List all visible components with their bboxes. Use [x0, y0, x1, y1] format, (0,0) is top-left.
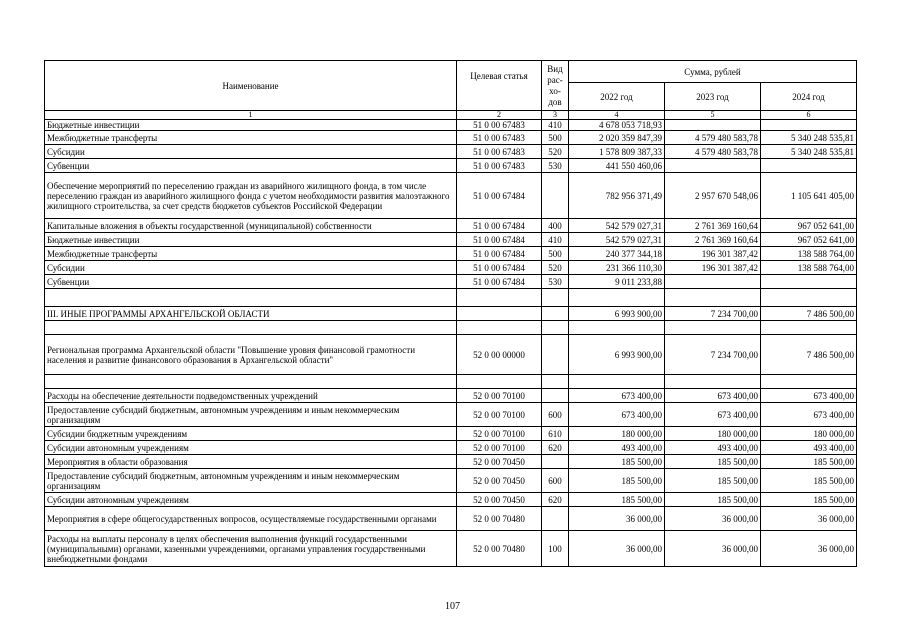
row-amount-2022: 2 020 359 847,39	[569, 131, 665, 145]
row-target-article: 52 0 00 70100	[457, 441, 542, 455]
row-amount-2022	[569, 289, 665, 307]
row-amount-2022: 542 579 027,31	[569, 233, 665, 247]
table-row	[45, 289, 857, 307]
row-amount-2023: 7 234 700,00	[665, 307, 761, 321]
col-header-target: Целевая статья	[457, 61, 542, 111]
col-number-3: 3	[542, 111, 569, 120]
row-expense-type: 500	[542, 247, 569, 261]
row-target-article: 51 0 00 67484	[457, 261, 542, 275]
table-row	[45, 275, 857, 289]
budget-table	[44, 60, 857, 567]
row-amount-2024	[761, 375, 857, 389]
row-amount-2023: 493 400,00	[665, 441, 761, 455]
row-amount-2024: 185 500,00	[761, 493, 857, 507]
row-name: Бюджетные инвестиции	[45, 120, 457, 131]
row-target-article: 52 0 00 70100	[457, 427, 542, 441]
row-amount-2023: 196 301 387,42	[665, 261, 761, 275]
row-expense-type: 620	[542, 493, 569, 507]
table-row	[45, 389, 857, 403]
table-row	[45, 159, 857, 173]
row-expense-type: 530	[542, 275, 569, 289]
table-row	[45, 375, 857, 389]
table-row	[45, 219, 857, 233]
row-amount-2024: 673 400,00	[761, 403, 857, 427]
row-expense-type	[542, 321, 569, 335]
row-target-article: 52 0 00 00000	[457, 335, 542, 375]
row-target-article: 52 0 00 70480	[457, 531, 542, 567]
row-target-article	[457, 289, 542, 307]
table-row	[45, 469, 857, 493]
col-header-2023: 2023 год	[665, 83, 761, 111]
row-amount-2022	[569, 375, 665, 389]
row-amount-2022: 36 000,00	[569, 507, 665, 531]
row-amount-2023	[665, 375, 761, 389]
row-amount-2023	[665, 159, 761, 173]
row-amount-2024: 138 588 764,00	[761, 247, 857, 261]
table-row	[45, 455, 857, 469]
col-header-sum: Сумма, рублей	[569, 61, 857, 83]
row-amount-2024: 967 052 641,00	[761, 219, 857, 233]
row-target-article: 51 0 00 67484	[457, 173, 542, 219]
row-amount-2023: 2 761 369 160,64	[665, 233, 761, 247]
row-target-article: 52 0 00 70450	[457, 455, 542, 469]
table-row	[45, 247, 857, 261]
header-numbers-row	[45, 111, 857, 120]
row-expense-type	[542, 507, 569, 531]
row-target-article: 51 0 00 67484	[457, 247, 542, 261]
row-expense-type	[542, 455, 569, 469]
row-amount-2024: 967 052 641,00	[761, 233, 857, 247]
row-amount-2022: 542 579 027,31	[569, 219, 665, 233]
row-amount-2024: 7 486 500,00	[761, 307, 857, 321]
row-amount-2022: 185 500,00	[569, 469, 665, 493]
row-name: Предоставление субсидий бюджетным, автономным учреждениям и иным некоммерческим организациям	[45, 403, 457, 427]
row-expense-type: 520	[542, 145, 569, 159]
row-name: Региональная программа Архангельской области "Повышение уровня финансовой грамотности населения и развитие финансового образования в Архангельской области"	[45, 335, 457, 375]
row-amount-2022: 180 000,00	[569, 427, 665, 441]
row-target-article: 51 0 00 67483	[457, 131, 542, 145]
row-amount-2023	[665, 289, 761, 307]
table-row	[45, 120, 857, 131]
row-amount-2024: 36 000,00	[761, 507, 857, 531]
col-number-6: 6	[761, 111, 857, 120]
row-amount-2024: 5 340 248 535,81	[761, 145, 857, 159]
table-row	[45, 261, 857, 275]
col-number-4: 4	[569, 111, 665, 120]
row-name: Субвенции	[45, 275, 457, 289]
row-amount-2024	[761, 321, 857, 335]
row-name: Обеспечение мероприятий по переселению граждан из аварийного жилищного фонда, в том числе переселению граждан из аварийного жилищного фонда с учетом необходимости развития малоэтажного жилищного строительства, за счет средств бюджетов субъектов Российской Федерации	[45, 173, 457, 219]
row-expense-type	[542, 335, 569, 375]
row-amount-2023	[665, 275, 761, 289]
row-amount-2024	[761, 159, 857, 173]
row-amount-2023: 36 000,00	[665, 531, 761, 567]
row-target-article: 52 0 00 70450	[457, 469, 542, 493]
row-expense-type: 500	[542, 131, 569, 145]
row-name	[45, 321, 457, 335]
row-amount-2024: 1 105 641 405,00	[761, 173, 857, 219]
row-amount-2022: 185 500,00	[569, 455, 665, 469]
row-amount-2022: 231 366 110,30	[569, 261, 665, 275]
col-header-name: Наименование	[45, 61, 457, 111]
row-expense-type: 600	[542, 403, 569, 427]
row-name	[45, 289, 457, 307]
row-name: Субвенции	[45, 159, 457, 173]
table-row	[45, 441, 857, 455]
row-expense-type	[542, 307, 569, 321]
row-name: Межбюджетные трансферты	[45, 247, 457, 261]
page-number: 107	[445, 601, 460, 612]
row-amount-2023	[665, 321, 761, 335]
table-row	[45, 531, 857, 567]
row-expense-type	[542, 389, 569, 403]
row-name: Межбюджетные трансферты	[45, 131, 457, 145]
row-amount-2023	[665, 120, 761, 131]
row-expense-type	[542, 375, 569, 389]
row-target-article	[457, 307, 542, 321]
row-name: Субсидии автономным учреждениям	[45, 441, 457, 455]
row-amount-2023: 36 000,00	[665, 507, 761, 531]
row-target-article: 51 0 00 67483	[457, 145, 542, 159]
row-expense-type: 100	[542, 531, 569, 567]
row-amount-2023: 185 500,00	[665, 493, 761, 507]
row-expense-type: 530	[542, 159, 569, 173]
col-header-vid: Вид рас-хо-дов	[542, 61, 569, 111]
row-amount-2022: 9 011 233,88	[569, 275, 665, 289]
table-row	[45, 507, 857, 531]
row-expense-type	[542, 289, 569, 307]
row-target-article: 51 0 00 67484	[457, 219, 542, 233]
row-target-article: 52 0 00 70450	[457, 493, 542, 507]
row-name: Расходы на обеспечение деятельности подведомственных учреждений	[45, 389, 457, 403]
row-expense-type	[542, 173, 569, 219]
row-amount-2022: 493 400,00	[569, 441, 665, 455]
row-name: III. ИНЫЕ ПРОГРАММЫ АРХАНГЕЛЬСКОЙ ОБЛАСТИ	[45, 307, 457, 321]
col-number-5: 5	[665, 111, 761, 120]
row-amount-2024	[761, 275, 857, 289]
row-target-article: 52 0 00 70480	[457, 507, 542, 531]
table-body	[45, 120, 857, 567]
table-row	[45, 233, 857, 247]
table-row	[45, 427, 857, 441]
row-target-article: 51 0 00 67483	[457, 159, 542, 173]
row-amount-2022: 782 956 371,49	[569, 173, 665, 219]
row-amount-2023: 2 957 670 548,06	[665, 173, 761, 219]
row-target-article: 51 0 00 67484	[457, 275, 542, 289]
row-amount-2023: 4 579 480 583,78	[665, 131, 761, 145]
row-amount-2023: 7 234 700,00	[665, 335, 761, 375]
row-target-article: 52 0 00 70100	[457, 389, 542, 403]
table-row	[45, 403, 857, 427]
row-expense-type: 600	[542, 469, 569, 493]
row-amount-2024: 185 500,00	[761, 469, 857, 493]
row-amount-2024	[761, 120, 857, 131]
table-row	[45, 145, 857, 159]
row-amount-2023: 2 761 369 160,64	[665, 219, 761, 233]
row-expense-type: 410	[542, 120, 569, 131]
row-amount-2022: 673 400,00	[569, 403, 665, 427]
row-amount-2024: 138 588 764,00	[761, 261, 857, 275]
col-header-2024: 2024 год	[761, 83, 857, 111]
col-number-1: 1	[45, 111, 457, 120]
row-name: Мероприятия в области образования	[45, 455, 457, 469]
row-amount-2022	[569, 321, 665, 335]
row-amount-2024: 7 486 500,00	[761, 335, 857, 375]
row-name: Субсидии	[45, 145, 457, 159]
row-amount-2024: 493 400,00	[761, 441, 857, 455]
row-name: Предоставление субсидий бюджетным, автономным учреждениям и иным некоммерческим организациям	[45, 469, 457, 493]
row-amount-2023: 185 500,00	[665, 455, 761, 469]
row-amount-2024: 180 000,00	[761, 427, 857, 441]
col-header-2022: 2022 год	[569, 83, 665, 111]
row-expense-type: 620	[542, 441, 569, 455]
row-amount-2022: 6 993 900,00	[569, 335, 665, 375]
row-amount-2023: 180 000,00	[665, 427, 761, 441]
row-target-article: 52 0 00 70100	[457, 403, 542, 427]
row-name: Субсидии автономным учреждениям	[45, 493, 457, 507]
row-amount-2022: 240 377 344,18	[569, 247, 665, 261]
row-amount-2022: 185 500,00	[569, 493, 665, 507]
row-expense-type: 520	[542, 261, 569, 275]
header-row-1	[45, 61, 857, 83]
row-amount-2023: 4 579 480 583,78	[665, 145, 761, 159]
row-name: Субсидии бюджетным учреждениям	[45, 427, 457, 441]
row-name: Мероприятия в сфере общегосударственных вопросов, осуществляемые государственными органами	[45, 507, 457, 531]
row-expense-type: 410	[542, 233, 569, 247]
row-amount-2023: 196 301 387,42	[665, 247, 761, 261]
row-amount-2023: 185 500,00	[665, 469, 761, 493]
row-amount-2023: 673 400,00	[665, 403, 761, 427]
row-expense-type: 400	[542, 219, 569, 233]
row-amount-2024: 36 000,00	[761, 531, 857, 567]
table-row	[45, 173, 857, 219]
row-target-article	[457, 375, 542, 389]
row-amount-2024: 185 500,00	[761, 455, 857, 469]
row-amount-2022: 36 000,00	[569, 531, 665, 567]
row-amount-2022: 441 550 460,06	[569, 159, 665, 173]
row-amount-2024: 673 400,00	[761, 389, 857, 403]
row-amount-2023: 673 400,00	[665, 389, 761, 403]
row-name: Субсидии	[45, 261, 457, 275]
table-row	[45, 335, 857, 375]
row-expense-type: 610	[542, 427, 569, 441]
table-row	[45, 307, 857, 321]
row-target-article: 51 0 00 67483	[457, 120, 542, 131]
row-amount-2024: 5 340 248 535,81	[761, 131, 857, 145]
row-name: Капитальные вложения в объекты государственной (муниципальной) собственности	[45, 219, 457, 233]
row-target-article	[457, 321, 542, 335]
row-amount-2024	[761, 289, 857, 307]
row-target-article: 51 0 00 67484	[457, 233, 542, 247]
row-name: Расходы на выплаты персоналу в целях обеспечения выполнения функций государственными (муниципальными) органами, казенными учреждениями, органами управления государственными внебюджетными фондами	[45, 531, 457, 567]
table-row	[45, 131, 857, 145]
row-name: Бюджетные инвестиции	[45, 233, 457, 247]
row-name	[45, 375, 457, 389]
row-amount-2022: 673 400,00	[569, 389, 665, 403]
table-row	[45, 493, 857, 507]
col-number-2: 2	[457, 111, 542, 120]
row-amount-2022: 4 678 053 718,93	[569, 120, 665, 131]
row-amount-2022: 1 578 809 387,33	[569, 145, 665, 159]
table-row	[45, 321, 857, 335]
row-amount-2022: 6 993 900,00	[569, 307, 665, 321]
